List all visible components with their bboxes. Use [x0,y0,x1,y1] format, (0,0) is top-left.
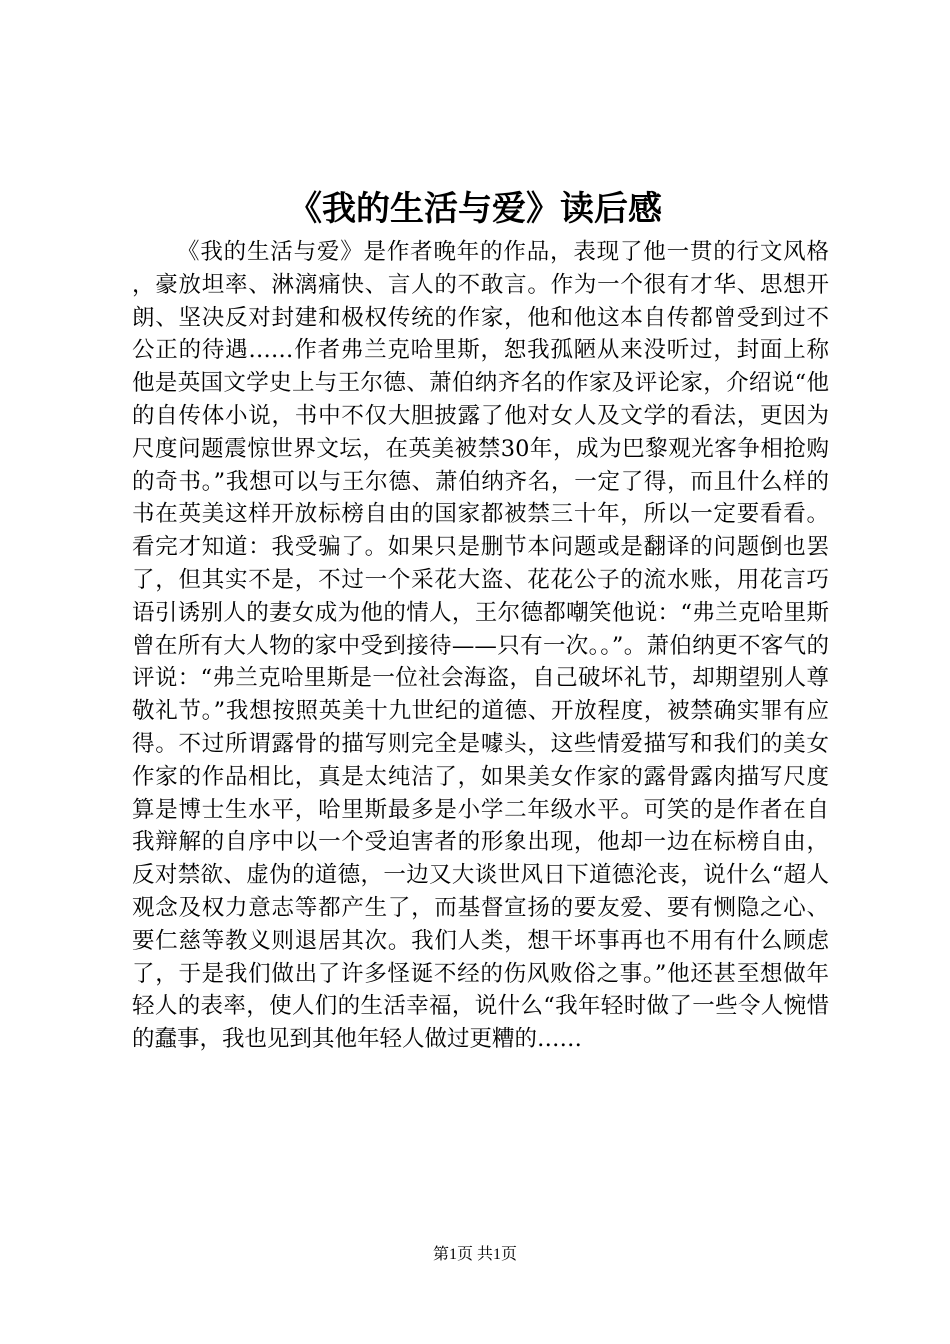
page-title: 《我的生活与爱》读后感 [288,189,662,229]
body-paragraph: 《我的生活与爱》是作者晚年的作品，表现了他一贯的行文风格，豪放坦率、淋漓痛快、言人的不敢言。作为一个很有才华、思想开朗、坚决反对封建和极权传统的作家，他和他这本自传都曾受到过不公正的待遇……作者弗兰克哈里斯，恕我孤陋从来没听过，封面上称他是英国文学史上与王尔德、萧伯纳齐名的作家及评论家，介绍说“他的自传体小说，书中不仅大胆披露了他对女人及文学的看法，更因为尺度问题震惊世界文坛，在英美被禁30年，成为巴黎观光客争相抢购的奇书。”我想可以与王尔德、萧伯纳齐名，一定了得，而且什么样的书在英美这样开放标榜自由的国家都被禁三十年，所以一定要看看。看完才知道：我受骗了。如果只是删节本问题或是翻译的问题倒也罢了，但其实不是，不过一个采花大盗、花花公子的流水账，用花言巧语引诱别人的妻女成为他的情人，王尔德都嘲笑他说：“弗兰克哈里斯曾在所有大人物的家中受到接待——只有一次。。”。萧伯纳更不客气的评说：“弗兰克哈里斯是一位社会海盗，自己破坏礼节，却期望别人尊敬礼节。”我想按照英美十九世纪的道德、开放程度，被禁确实罪有应得。不过所谓露骨的描写则完全是噱头，这些情爱描写和我们的美女作家的作品相比，真是太纯洁了，如果美女作家的露骨露肉描写尺度算是博士生水平，哈里斯最多是小学二年级水平。可笑的是作者在自我辩解的自序中以一个受迫害者的形象出现，他却一边在标榜自由，反对禁欲、虚伪的道德，一边又大谈世风日下道德沦丧，说什么“超人观念及权力意志等都产生了，而基督宣扬的要友爱、要有恻隐之心、要仁慈等教义则退居其次。我们人类，想干坏事再也不用有什么顾虑了，于是我们做出了许多怪诞不经的伤风败俗之事。”他还甚至想做年轻人的表率，使人们的生活幸福，说什么“我年轻时做了一些令人惋惜的蠢事，我也见到其他年轻人做过更糟的…… [132,239,829,1053]
page-number-footer: 第1页 共1页 [432,1246,517,1263]
